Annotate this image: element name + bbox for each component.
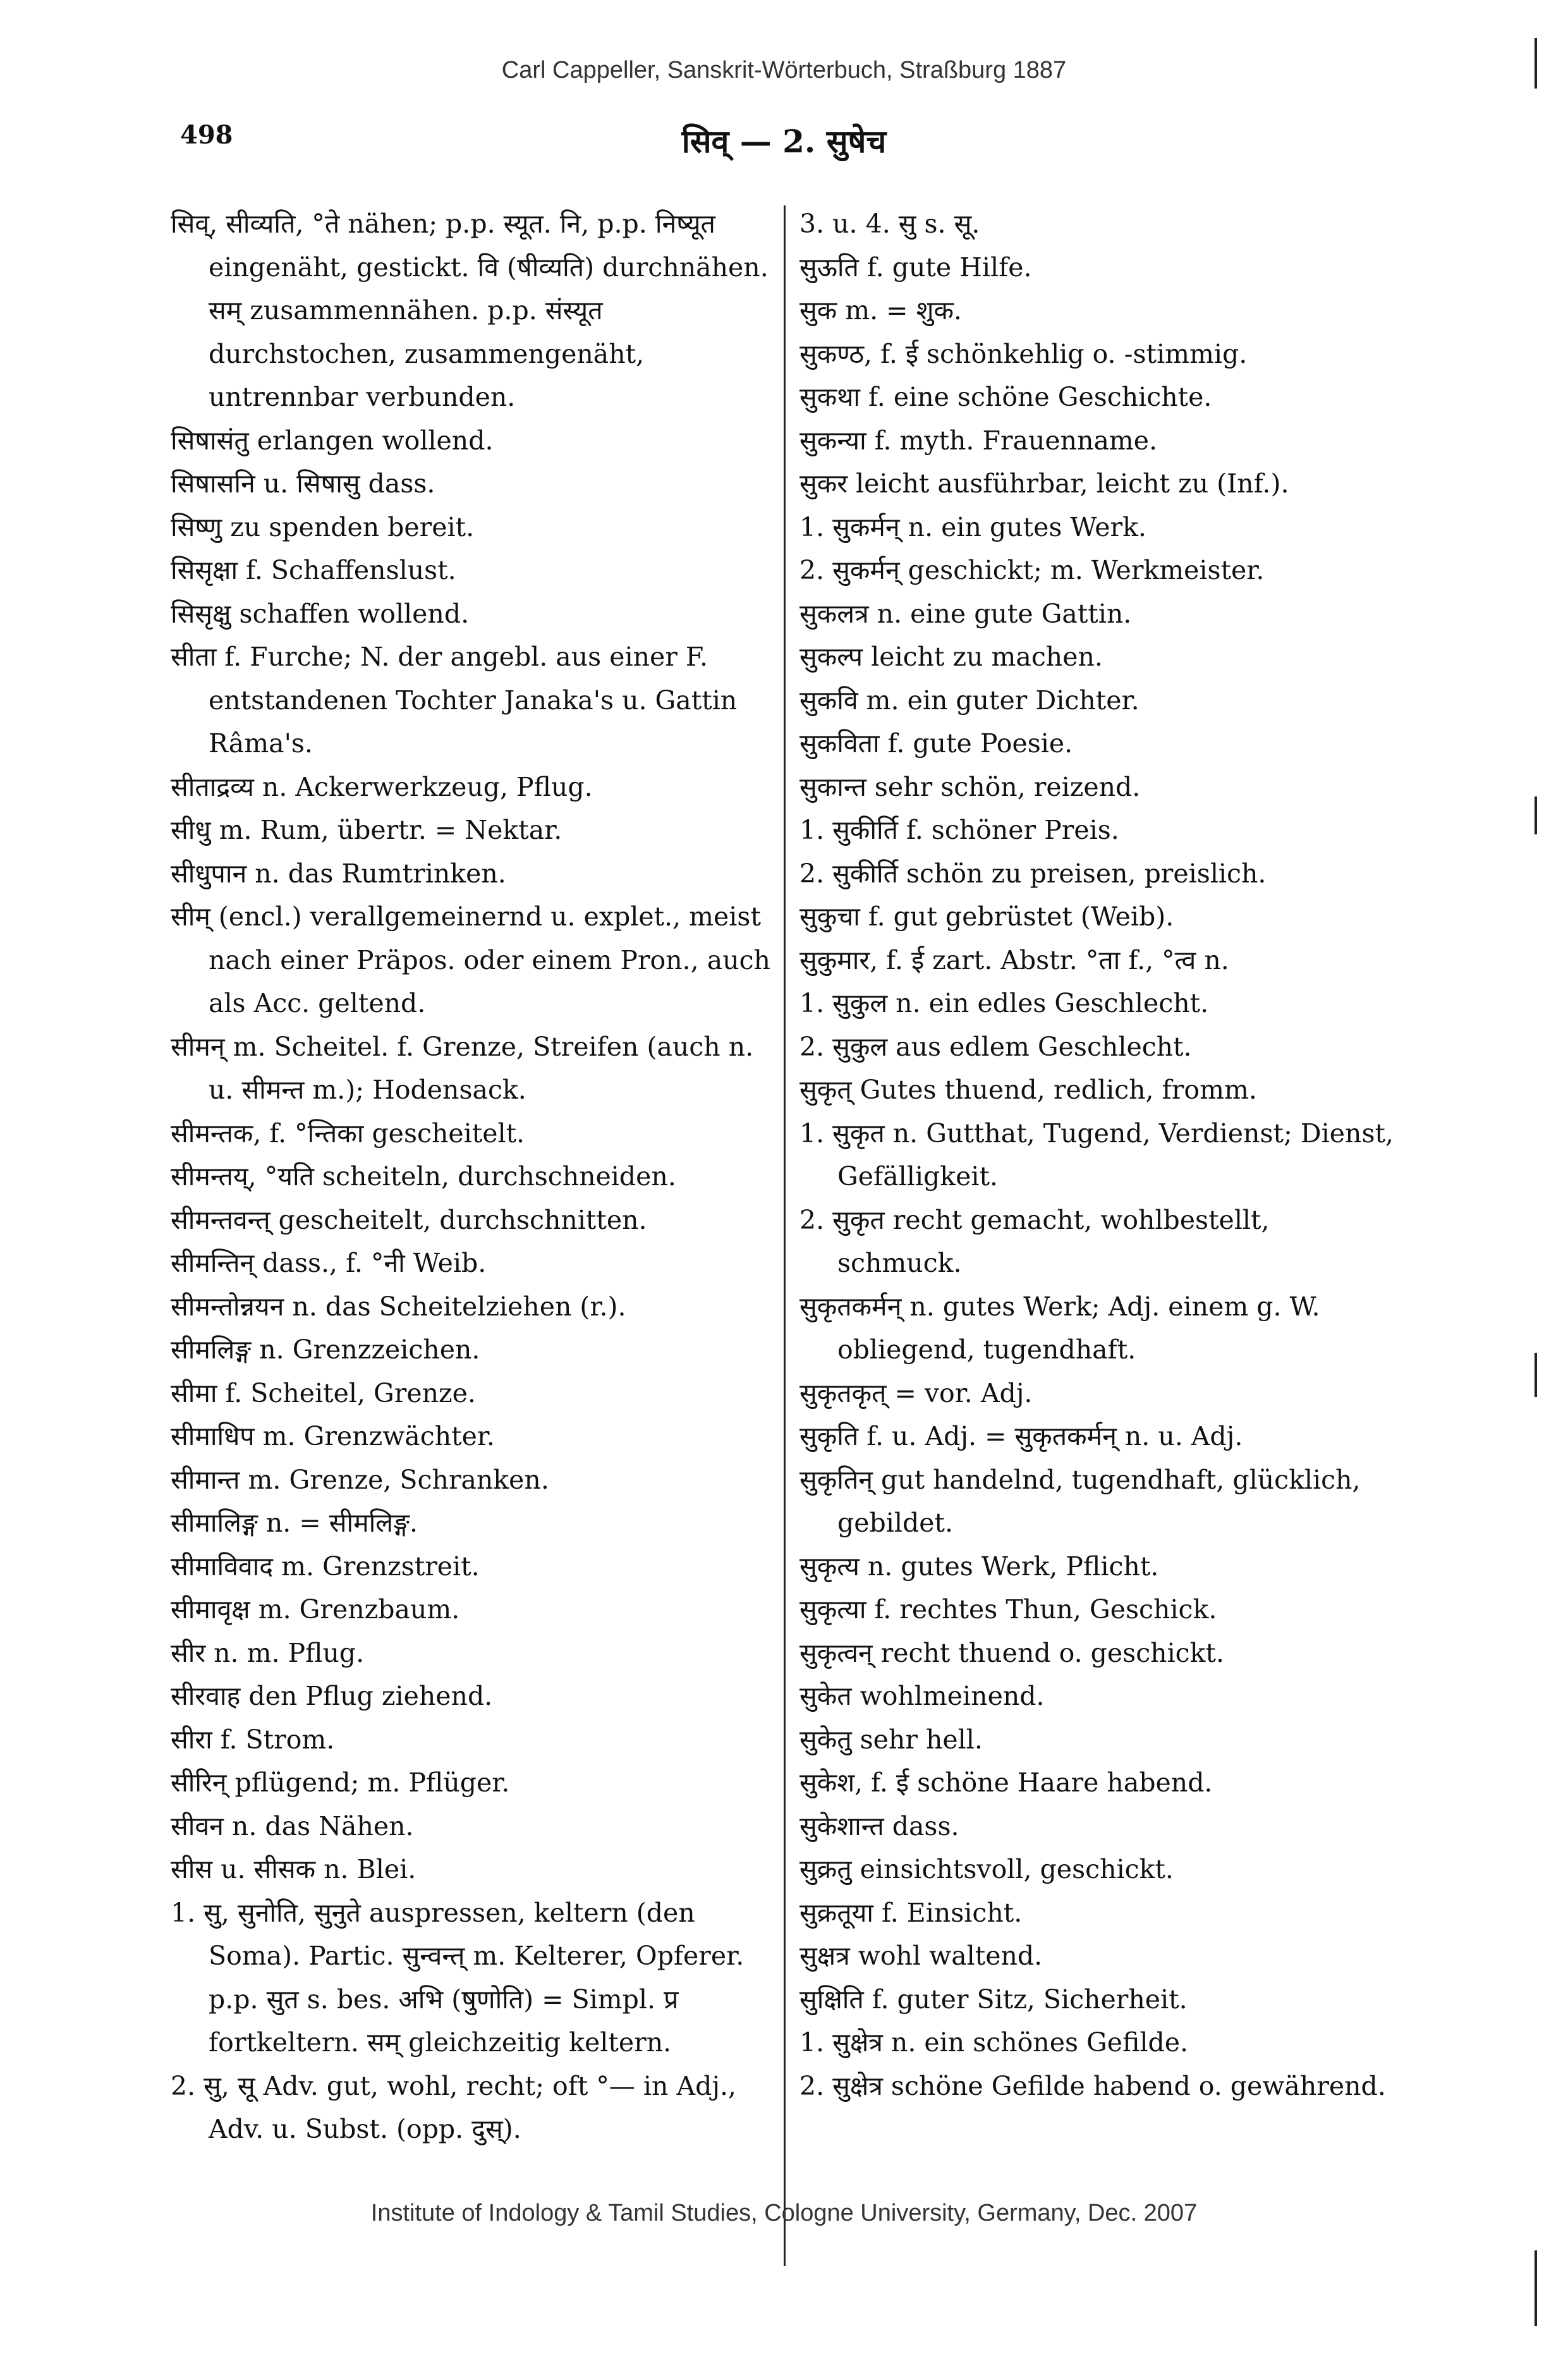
dictionary-entry: 3. u. 4. सु s. सू. [799, 209, 980, 239]
dictionary-entry: सीमाविवाद m. Grenzstreit. [171, 1551, 480, 1582]
dictionary-entry: 1. सुक्षेत्र n. ein schönes Gefilde. [799, 2027, 1189, 2058]
dictionary-entry: सीमन्तक, f. °न्तिका gescheitelt. [171, 1118, 525, 1149]
dictionary-entry: 1. सुकीर्ति f. schöner Preis. [799, 815, 1119, 845]
dictionary-entry: 2. सु, सू Adv. gut, wohl, recht; oft °— in Adj., Adv. u. Subst. (opp. दुस्). [171, 2070, 737, 2144]
dictionary-entry: सिसृक्षु schaffen wollend. [171, 598, 470, 629]
running-head: सिव् — 2. सुषेच [681, 123, 887, 160]
dictionary-entry: 1. सुकृत n. Gutthat, Tugend, Verdienst; Dienst, Gefälligkeit. [799, 1118, 1394, 1192]
dictionary-entry: सुकृतकर्मन् n. gutes Werk; Adj. einem g. W. obliegend, tugendhaft. [799, 1291, 1320, 1365]
dictionary-entry: सिव्, सीव्यति, °ते nähen; p.p. स्यूत. नि, p.p. निष्यूत eingenäht, gestickt. वि (षीव्यति) durchnähen. सम् zusammennähen. p.p. संस्यूत durchstochen, zusammengenäht, untrennbar verbunden. [171, 209, 769, 412]
dictionary-entry: सुक m. = शुक. [799, 295, 962, 326]
dictionary-entry: सीधुपान n. das Rumtrinken. [171, 858, 506, 889]
dictionary-entry: सीमा f. Scheitel, Grenze. [171, 1377, 476, 1408]
dictionary-entry: सिषासनि u. सिषासु dass. [171, 468, 435, 499]
column-divider [784, 205, 786, 2266]
dictionary-entry: सीमाधिप m. Grenzwächter. [171, 1421, 495, 1451]
dictionary-entry: 2. सुकृत recht gemacht, wohlbestellt, schmuck. [799, 1204, 1270, 1278]
page-number: 498 [180, 120, 233, 150]
right-column [799, 202, 1400, 2108]
dictionary-entry: सीमावृक्ष m. Grenzbaum. [171, 1594, 460, 1625]
dictionary-entry: सीधु m. Rum, übertr. = Nektar. [171, 815, 562, 845]
dictionary-entry: सिसृक्षा f. Schaffenslust. [171, 555, 456, 585]
dictionary-entry: सुकान्त sehr schön, reizend. [799, 771, 1141, 802]
dictionary-entry: 2. सुकुल aus edlem Geschlecht. [799, 1031, 1192, 1062]
dictionary-entry: सीरिन् pflügend; m. Pflüger. [171, 1767, 510, 1798]
dictionary-entry: सुकृत् Gutes thuend, redlich, fromm. [799, 1075, 1257, 1105]
dictionary-entry: सीमन्तवन्त् gescheitelt, durchschnitten. [171, 1204, 647, 1235]
dictionary-entry: सीताद्रव्य n. Ackerwerkzeug, Pflug. [171, 771, 593, 802]
dictionary-entry: सुकुमार, f. ई zart. Abstr. °ता f., °त्व n. [799, 944, 1229, 975]
dictionary-entry: सीरवाह den Pflug ziehend. [171, 1681, 493, 1711]
dictionary-entry: सुकृतिन् gut handelnd, tugendhaft, glücklich, gebildet. [799, 1464, 1361, 1538]
dictionary-entry: सीमन्तय्, °यति scheiteln, durchschneiden. [171, 1161, 676, 1192]
dictionary-entry: सीता f. Furche; N. der angebl. aus einer F. entstandenen Tochter Janaka's u. Gattin Râma's. [171, 642, 738, 759]
dictionary-entry: सीस u. सीसक n. Blei. [171, 1854, 416, 1884]
dictionary-entry: सीमन्तोन्नयन n. das Scheitelziehen (r.). [171, 1291, 626, 1322]
dictionary-entry: सुकृति f. u. Adj. = सुकृतकर्मन् n. u. Adj. [799, 1421, 1243, 1451]
dictionary-entry: सुकेत wohlmeinend. [799, 1681, 1045, 1711]
dictionary-entry: सुक्षिति f. guter Sitz, Sicherheit. [799, 1984, 1188, 2015]
dictionary-entry: सीमन्तिन् dass., f. °नी Weib. [171, 1248, 487, 1278]
dictionary-entry: सुकथा f. eine schöne Geschichte. [799, 382, 1212, 412]
scan-edge-mark [1535, 38, 1537, 88]
dictionary-entry: सुकेश, f. ई schöne Haare habend. [799, 1767, 1213, 1798]
dictionary-entry: 1. सुकर्मन् n. ein gutes Werk. [799, 511, 1146, 542]
left-column [171, 202, 777, 2151]
dictionary-entry: सुकुचा f. gut gebrüstet (Weib). [799, 901, 1174, 932]
dictionary-entry: सीरा f. Strom. [171, 1724, 335, 1755]
footer-credit: Institute of Indology & Tamil Studies, Cologne University, Germany, Dec. 2007 [370, 2200, 1198, 2226]
dictionary-entry: 2. सुकर्मन् geschickt; m. Werkmeister. [799, 555, 1265, 585]
dictionary-entry: सुक्षत्र wohl waltend. [799, 1941, 1043, 1971]
dictionary-entry: सुक्रतूया f. Einsicht. [799, 1897, 1023, 1928]
dictionary-entry: सीवन n. das Nähen. [171, 1810, 414, 1841]
scan-source-line: Carl Cappeller, Sanskrit-Wörterbuch, Straßburg 1887 [501, 57, 1067, 83]
dictionary-entry: सिषासंतु erlangen wollend. [171, 425, 494, 456]
dictionary-entry: सुकन्या f. myth. Frauenname. [799, 425, 1158, 456]
dictionary-entry: सुकलत्र n. eine gute Gattin. [799, 598, 1132, 629]
dictionary-entry: सीमालिङ्ग n. = सीमलिङ्ग. [171, 1508, 418, 1538]
dictionary-entry: सुकवि m. ein guter Dichter. [799, 685, 1140, 716]
dictionary-entry: सुकृत्या f. rechtes Thun, Geschick. [799, 1594, 1217, 1625]
dictionary-entry: 2. सुकीर्ति schön zu preisen, preislich. [799, 858, 1267, 889]
dictionary-entry: सुकृत्य n. gutes Werk, Pflicht. [799, 1551, 1159, 1582]
dictionary-entry: सीमलिङ्ग n. Grenzzeichen. [171, 1334, 480, 1365]
dictionary-entry: सीर n. m. Pflug. [171, 1637, 365, 1668]
dictionary-entry: सुकेतु sehr hell. [799, 1724, 983, 1755]
scan-edge-mark [1535, 796, 1537, 834]
dictionary-entry: सुक्रतु einsichtsvoll, geschickt. [799, 1854, 1174, 1884]
dictionary-entry: सिष्णु zu spenden bereit. [171, 511, 475, 542]
dictionary-entry: सीमन् m. Scheitel. f. Grenze, Streifen (auch n. u. सीमन्त m.); Hodensack. [171, 1031, 754, 1105]
dictionary-entry: सुकर leicht ausführbar, leicht zu (Inf.). [799, 468, 1289, 499]
dictionary-entry: सुकृतकृत् = vor. Adj. [799, 1377, 1033, 1408]
dictionary-entry: 1. सुकुल n. ein edles Geschlecht. [799, 988, 1209, 1018]
dictionary-entry: 2. सुक्षेत्र schöne Gefilde habend o. gewährend. [799, 2070, 1386, 2101]
dictionary-entry: सुऊति f. gute Hilfe. [799, 252, 1032, 283]
dictionary-entry: सुकेशान्त dass. [799, 1810, 959, 1841]
dictionary-entry: सीमान्त m. Grenze, Schranken. [171, 1464, 549, 1495]
scan-edge-mark [1535, 1353, 1537, 1397]
dictionary-entry: सीम् (encl.) verallgemeinernd u. explet., meist nach einer Präpos. oder einem Pron., auch als Acc. geltend. [171, 901, 770, 1018]
dictionary-entry: सुकविता f. gute Poesie. [799, 728, 1073, 759]
dictionary-entry: सुकण्ठ, f. ई schönkehlig o. -stimmig. [799, 338, 1248, 369]
scan-edge-mark [1535, 2250, 1537, 2326]
dictionary-entry: सुकृत्वन् recht thuend o. geschickt. [799, 1637, 1225, 1668]
dictionary-entry: 1. सु, सुनोति, सुनुते auspressen, keltern (den Soma). Partic. सुन्वन्त् m. Kelterer, Opferer. p.p. सुत s. bes. अभि (षुणोति) = Simpl. प्र fortkeltern. सम् gleichzeitig keltern. [171, 1897, 744, 2058]
dictionary-entry: सुकल्प leicht zu machen. [799, 642, 1103, 672]
